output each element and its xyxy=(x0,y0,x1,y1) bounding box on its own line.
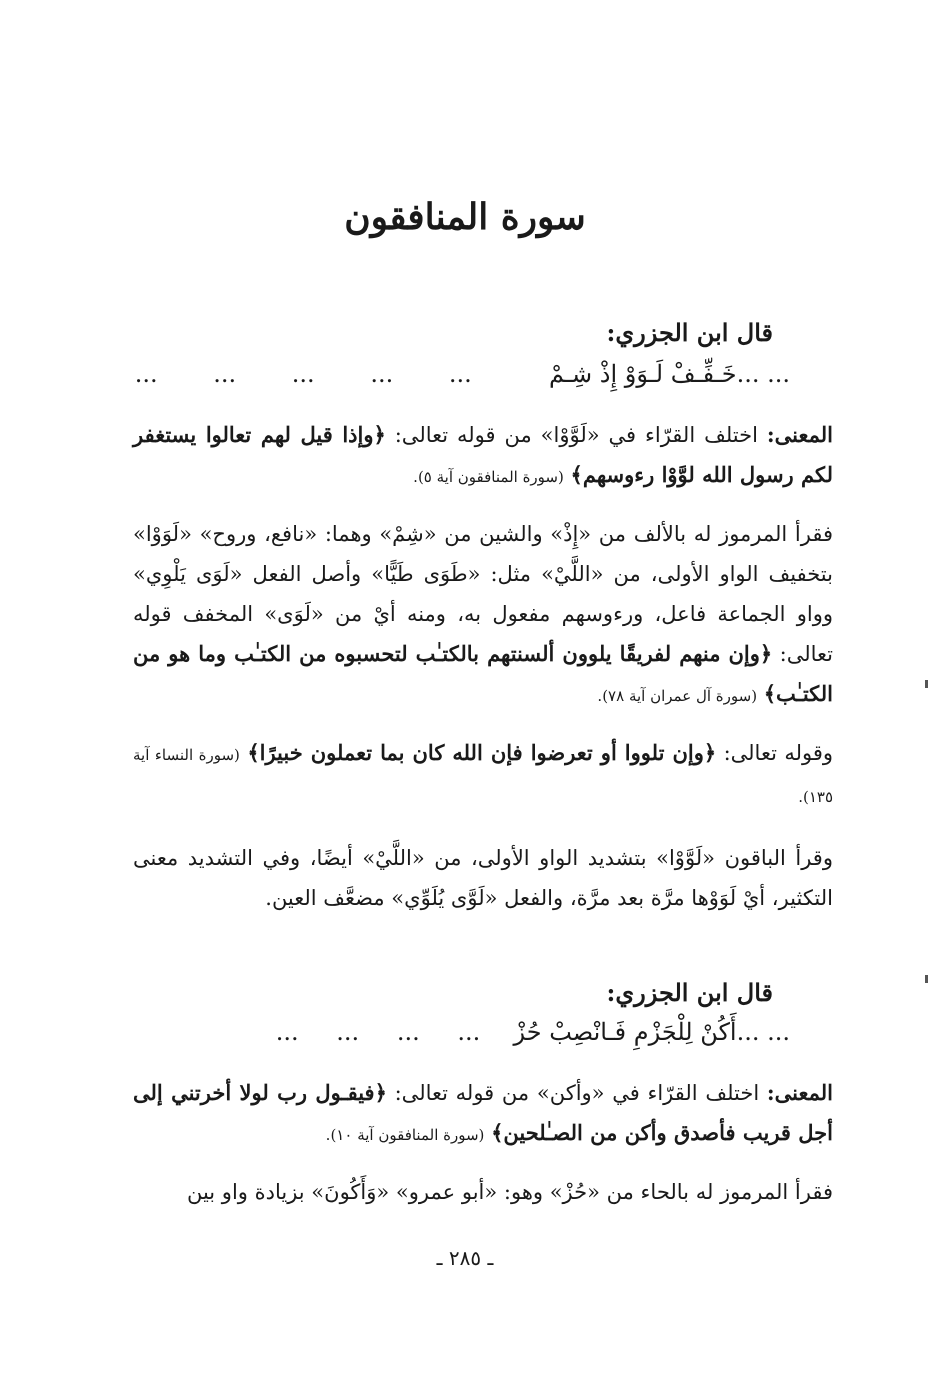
quran-quote: ﴿وإن منهم لفريقًا يلوون ألسنتهم بالكتـٰب لتحسبوه من الكتـٰب وما هو من الكتـٰب﴾ xyxy=(133,641,833,706)
section2-heading: قال ابن الجزري: xyxy=(606,978,773,1007)
verse-text: أَكُنْ لِلْجَزْمِ فَـانْصِبْ حُزْ xyxy=(513,1018,737,1046)
surah-reference: (سورة النساء آية ١٣٥). xyxy=(133,746,833,806)
scan-edge-mark xyxy=(925,680,928,688)
section2-reading-paragraph xyxy=(133,1172,833,1212)
verse-trail-dot-1: ... xyxy=(448,360,472,388)
verse-lead-dots: ... ... xyxy=(736,360,790,388)
verse-trail-dot-2: ... xyxy=(370,360,394,388)
reading-text: وقرأ الباقون «لَوَّوْا» بتشديد الواو الأولى، من «اللَّيْ» أيضًا، وفي التشديد معنى التكثير، أيْ لَوَوْها مرَّة بعد مرَّة، والفعل «لَوَّى يُلَوِّي» مضعَّف العين. xyxy=(133,846,833,910)
quran-quote: ﴿فيقـول رب لولا أخرتني إلى أجل قريب فأصدق وأكن من الصـٰلحين﴾ xyxy=(133,1080,833,1145)
verse-trail-dot-5: ... xyxy=(134,360,158,388)
verse-text: خَـفِّـفْ لَـوَوْ إِذْ شِـمْ xyxy=(549,360,737,388)
section2-verse-line xyxy=(110,1018,790,1046)
section1-others-paragraph xyxy=(133,838,833,918)
meaning-label: المعنى: xyxy=(766,422,833,447)
reading-text: وقوله تعالى: xyxy=(723,741,834,765)
scan-edge-mark xyxy=(925,975,928,983)
verse-mid-dot-4: ... xyxy=(275,1018,299,1046)
meaning-label: المعنى: xyxy=(766,1080,833,1105)
section2-meaning-paragraph xyxy=(133,1073,833,1155)
verse-lead-dots: ... ... xyxy=(736,1018,790,1046)
surah-reference: (سورة آل عمران آية ٧٨). xyxy=(597,687,758,705)
reading-text: فقرأ المرموز له بالحاء من «حُزْ» وهو: «أبو عمرو» «وَأَكُونَ» بزيادة واو بين xyxy=(186,1180,833,1204)
verse-trail-dot-3: ... xyxy=(291,360,315,388)
section1-verse-line xyxy=(110,360,790,388)
surah-reference: (سورة المنافقون آية ٥). xyxy=(413,468,564,486)
verse-trail-dot-4: ... xyxy=(213,360,237,388)
quran-quote: ﴿وإذا قيل لهم تعالوا يستغفر لكم رسول الله لوَّوْا رءوسهم﴾ xyxy=(133,422,833,487)
quran-quote: ﴿وإن تلووا أو تعرضوا فإن الله كان بما تعملون خبيرًا﴾ xyxy=(247,740,717,765)
surah-reference: (سورة المنافقون آية ١٠). xyxy=(325,1126,485,1144)
meaning-text: اختلف القرّاء في «لَوَّوْا» من قوله تعالى: xyxy=(394,423,758,447)
page-number: ـ ٢٨٥ ـ xyxy=(436,1246,494,1270)
page-title: سورة المنافقون xyxy=(344,196,586,238)
verse-mid-dot-2: ... xyxy=(396,1018,420,1046)
section1-meaning-paragraph xyxy=(133,415,833,497)
verse-mid-dot-1: ... xyxy=(457,1018,481,1046)
verse-mid-dot-3: ... xyxy=(336,1018,360,1046)
meaning-text: اختلف القرّاء في «وأكن» من قوله تعالى: xyxy=(394,1081,760,1105)
section1-heading: قال ابن الجزري: xyxy=(606,318,773,347)
reading-text: فقرأ المرموز له بالألف من «إِذْ» والشين من «شِمْ» وهما: «نافع، وروح» «لَوَوْا» بتخفيف الواو الأولى، من «اللَّيْ» مثل: «طَوَى طَيًّا» وأصل الفعل «لَوَى يَلْوِي» وواو الجماعة فاعل، ورءوسهم مفعول به، ومنه أيْ من «لَوَى» المخفف قوله تعالى: xyxy=(133,522,833,666)
section1-second-quote-paragraph xyxy=(133,733,833,817)
section1-reading-paragraph xyxy=(133,514,833,716)
